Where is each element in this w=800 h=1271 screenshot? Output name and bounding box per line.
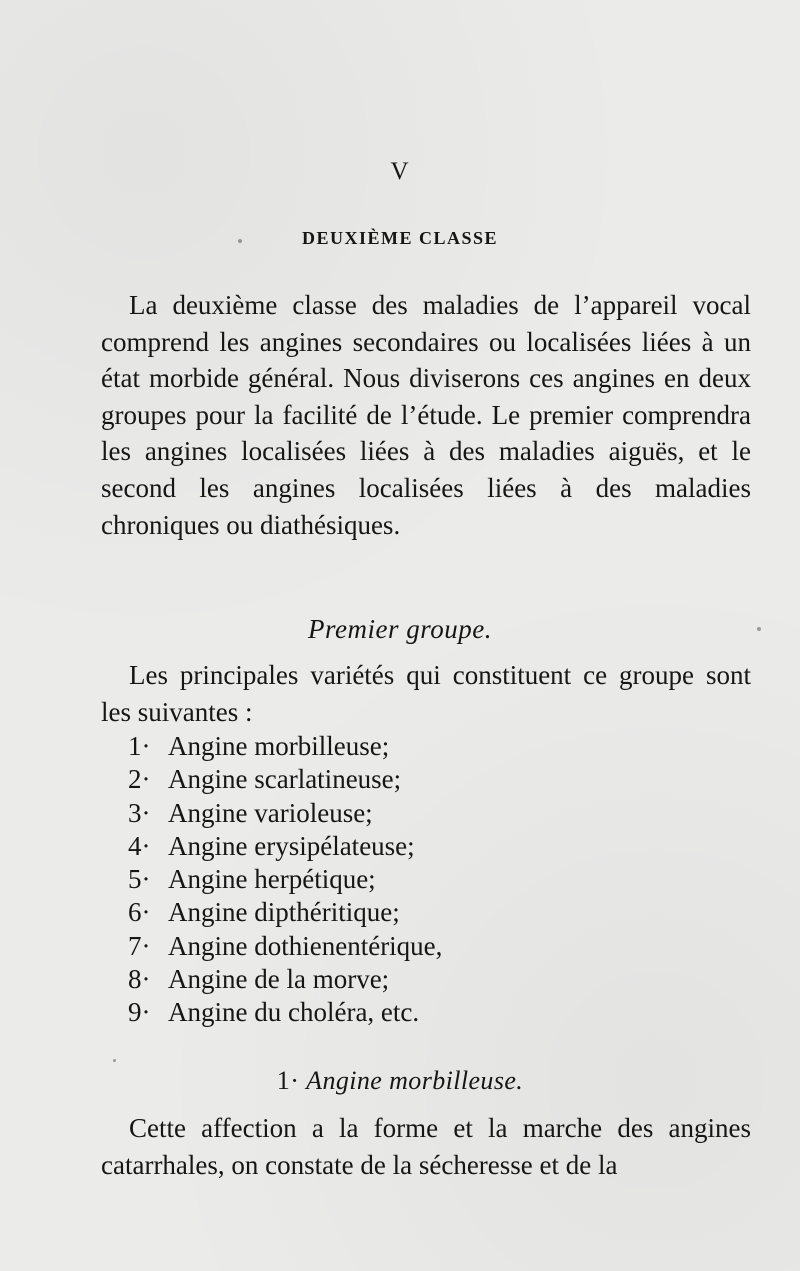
intro-paragraph: La deuxième classe des maladies de l’appareil vocal comprend les angines secondaires ou localisées liées à un état morbide général. Nous diviserons ces angines en deux groupes pour la facilité de l’étude. Le premier comprendra les angines localisées liées à des maladies aiguës, et le second les angines localisées liées à des maladies chroniques ou diathésiques. <box>101 290 751 540</box>
list-item-number: 2· <box>128 764 151 795</box>
list-item <box>128 896 442 929</box>
subsection-paragraph: Cette affection a la forme et la marche des angines catarrhales, on constate de la sécheresse et de la <box>101 1113 751 1180</box>
list-item-text: Angine erysipélateuse; <box>168 830 415 861</box>
list-item <box>128 763 442 796</box>
list-item <box>128 930 442 963</box>
list-item-text: Angine scarlatineuse; <box>168 764 402 795</box>
list-item-text: Angine du choléra, etc. <box>168 997 420 1028</box>
list-item-number: 9· <box>128 997 151 1028</box>
subsection-heading <box>0 1064 800 1098</box>
section-title: DEUXIÈME CLASSE <box>301 228 499 248</box>
list-item-number: 5· <box>128 864 151 895</box>
list-item-number: 7· <box>128 930 151 961</box>
group-intro-section <box>101 657 751 730</box>
list-item <box>128 963 442 996</box>
ink-speck <box>113 1059 116 1062</box>
subsection-number: 1· <box>276 1066 300 1095</box>
chapter-number: V <box>390 158 410 185</box>
list-item-text: Angine dothienentérique, <box>168 930 443 961</box>
list-item-text: Angine dipthéritique; <box>168 897 400 928</box>
list-item <box>128 863 442 896</box>
group-title: Premier groupe. <box>308 614 492 644</box>
list-item <box>128 830 442 863</box>
list-item <box>128 996 442 1029</box>
list-item <box>128 797 442 830</box>
variety-list <box>128 730 442 1030</box>
list-item-text: Angine varioleuse; <box>168 797 373 828</box>
list-item-number: 6· <box>128 897 151 928</box>
list-item-text: Angine morbilleuse; <box>168 731 390 761</box>
intro-section <box>101 287 751 543</box>
list-item-text: Angine herpétique; <box>168 864 376 895</box>
list-item-number: 1· <box>128 731 151 761</box>
subsection-title: Angine morbilleuse. <box>306 1066 524 1095</box>
group-intro-paragraph: Les principales variétés qui constituent ce groupe sont les suivantes : <box>101 660 751 727</box>
list-item <box>128 730 442 763</box>
list-item-number: 4· <box>128 830 151 861</box>
list-item-number: 8· <box>128 964 151 995</box>
list-item-number: 3· <box>128 797 151 828</box>
list-item-text: Angine de la morve; <box>168 964 390 995</box>
subsection-text <box>101 1110 751 1183</box>
